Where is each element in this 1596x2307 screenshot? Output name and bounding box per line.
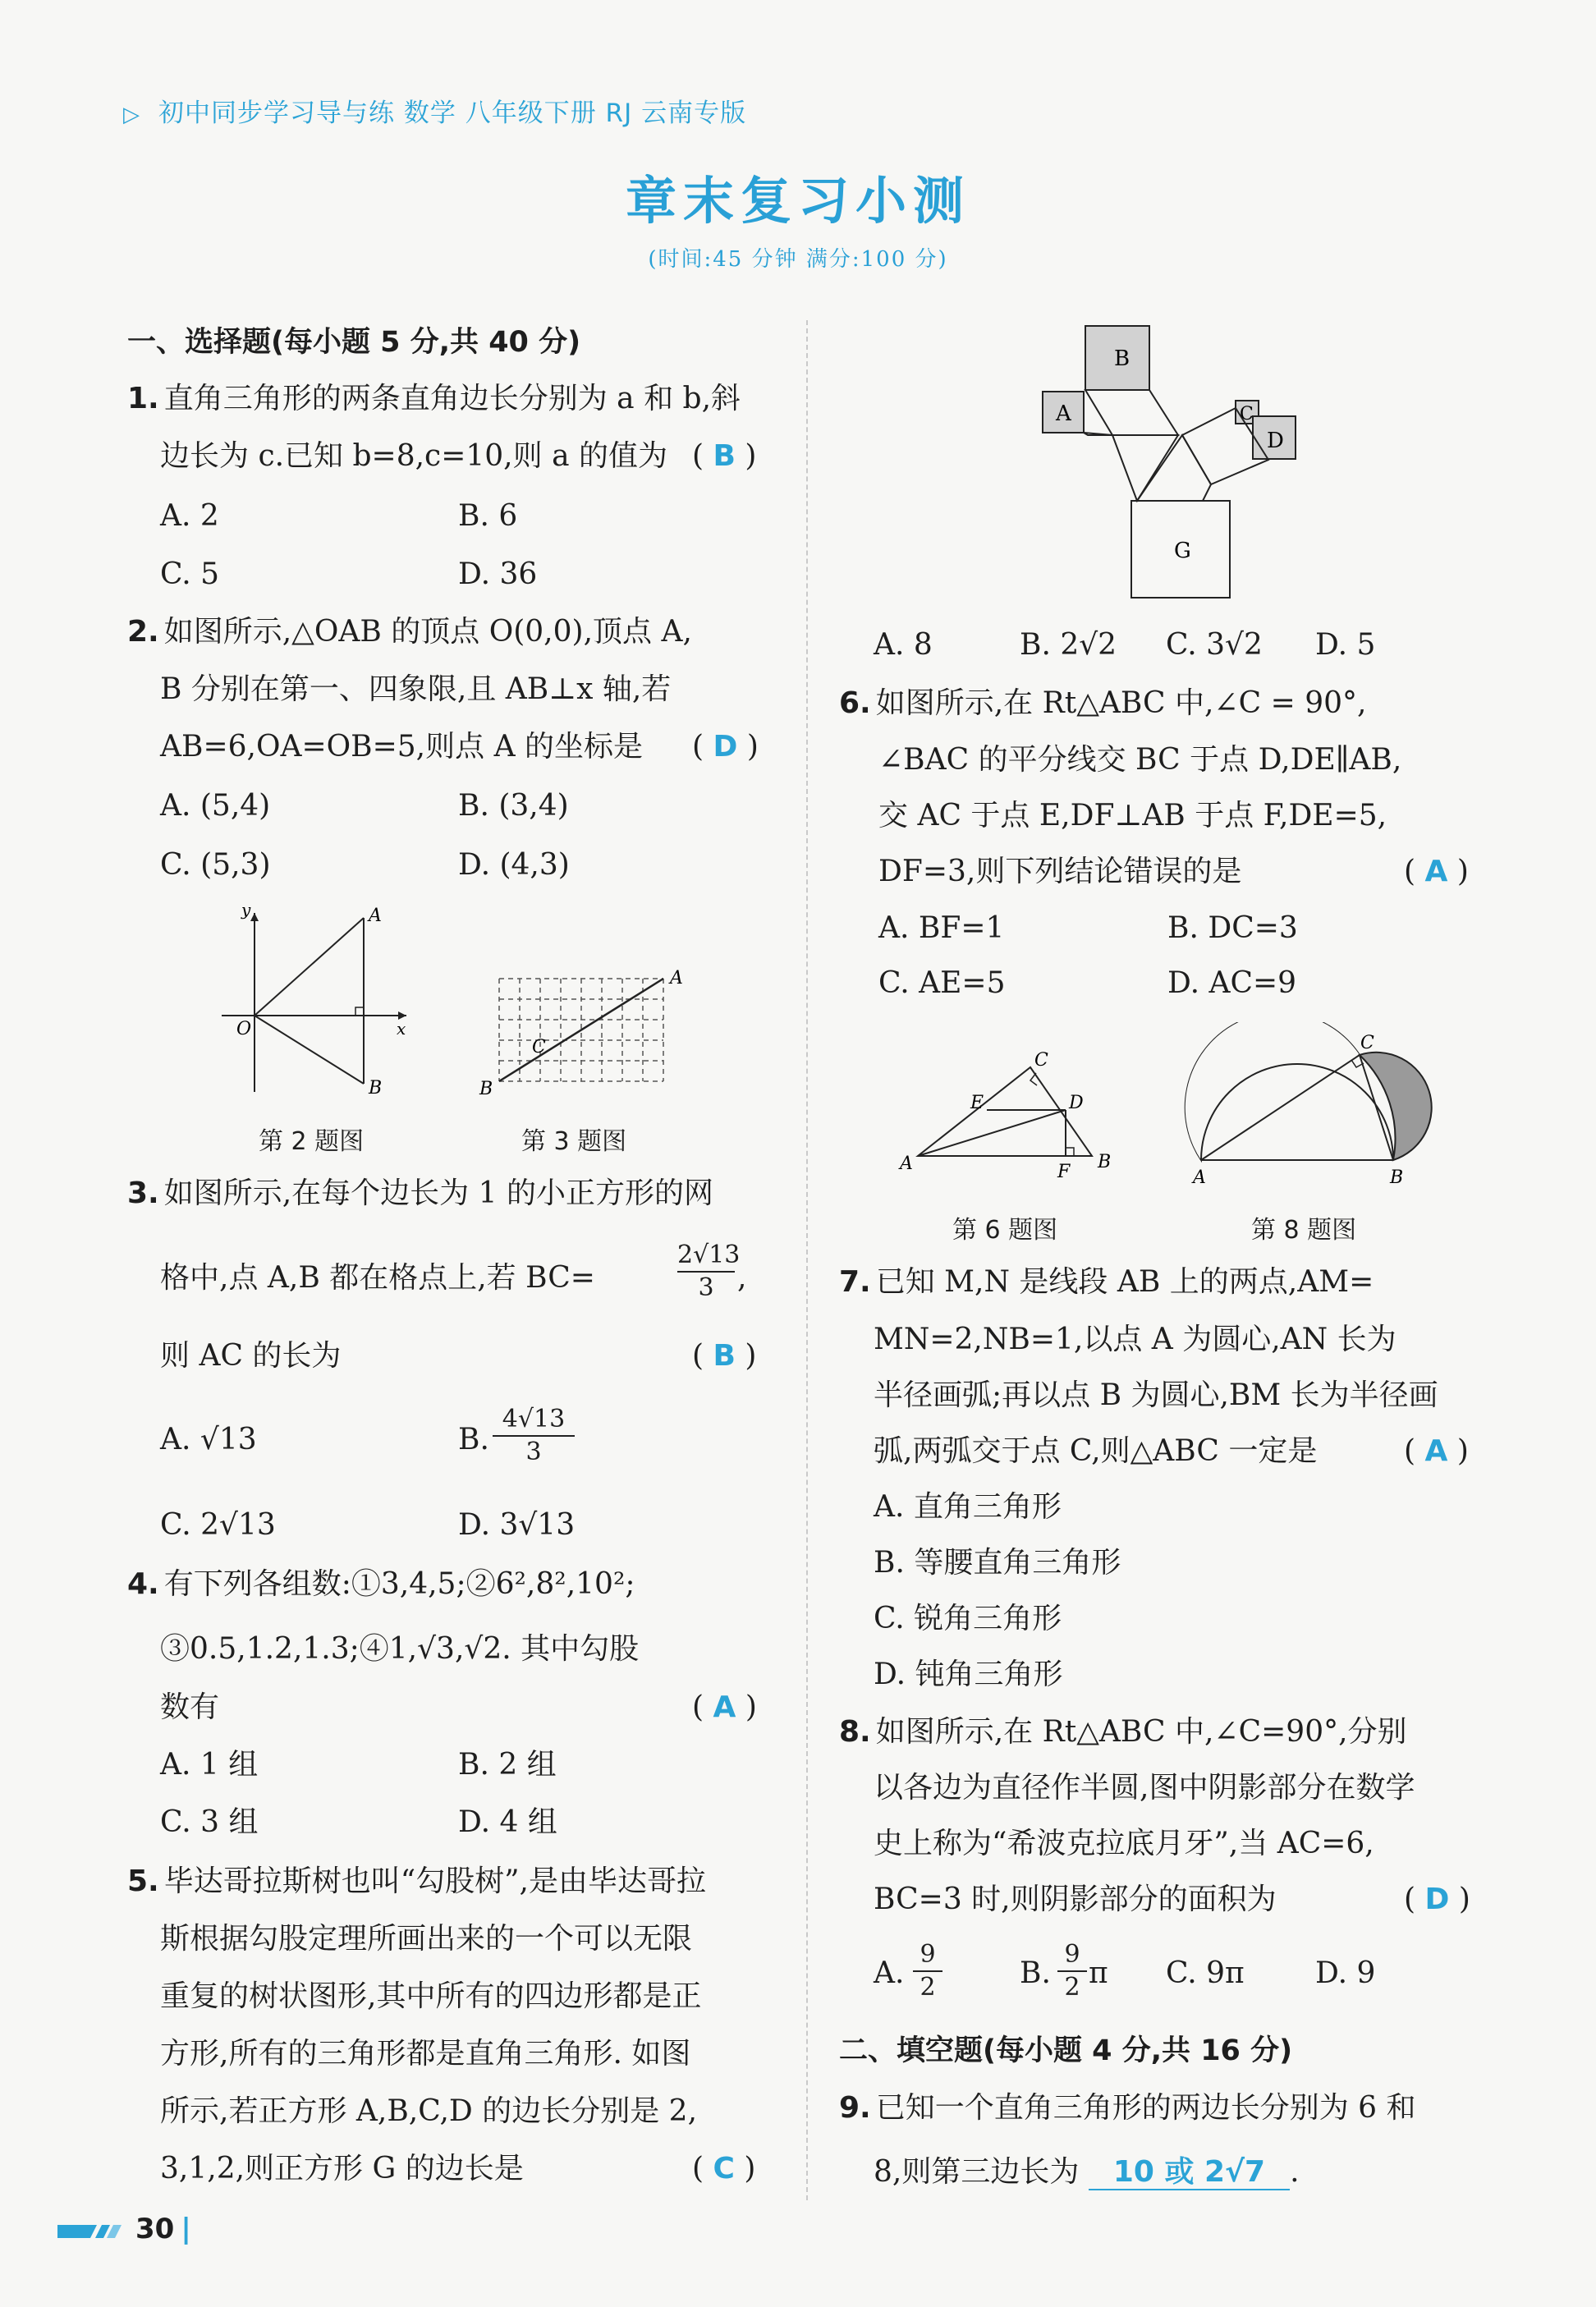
q1-line1 bbox=[127, 381, 741, 417]
q7-answer: ( A ) bbox=[1404, 1434, 1469, 1468]
page-number bbox=[135, 2213, 191, 2245]
q3-line2: 格中,点 A,B 都在格点上,若 BC= bbox=[160, 1261, 595, 1295]
section2-heading: 二、填空题(每小题 4 分,共 16 分) bbox=[839, 2034, 1293, 2067]
q8-option-b-fraction bbox=[1057, 1939, 1087, 2003]
square-e bbox=[1085, 390, 1178, 435]
label-c: C bbox=[532, 1037, 546, 1057]
label-a: A bbox=[900, 1154, 913, 1174]
q6-option-b: B. DC=3 bbox=[1167, 911, 1298, 945]
section1-heading: 一、选择题(每小题 5 分,共 40 分) bbox=[127, 326, 581, 359]
q4-line2: ③0.5,1.2,1.3;④1,√3,√2. 其中勾股 bbox=[160, 1632, 640, 1666]
q3-fraction bbox=[677, 1240, 741, 1304]
q3-line1 bbox=[127, 1176, 713, 1212]
q9-text2: 8,则第三边长为 bbox=[874, 2155, 1080, 2189]
q9-line1 bbox=[839, 2090, 1416, 2126]
figure-8-caption: 第 8 题图 bbox=[1251, 1216, 1357, 1245]
label-a: A bbox=[670, 968, 683, 988]
bisector-ad bbox=[918, 1110, 1066, 1156]
q2-answer: ( D ) bbox=[692, 730, 759, 764]
label-b: B bbox=[1390, 1167, 1404, 1188]
q6-option-a: A. BF=1 bbox=[878, 911, 1005, 945]
figure-8 bbox=[1178, 1022, 1441, 1195]
q3-answer: ( B ) bbox=[692, 1339, 757, 1373]
q9-text1: 已知一个直角三角形的两边长分别为 6 和 bbox=[875, 2091, 1416, 2125]
q4-line3: 数有 bbox=[160, 1690, 220, 1724]
q9-answer-blank: 10 或 2√7 bbox=[1089, 2155, 1290, 2190]
q7-line4: 弧,两弧交于点 C,则△ABC 一定是 bbox=[874, 1434, 1318, 1468]
page-title: 章末复习小测 bbox=[625, 171, 970, 231]
lune-right bbox=[1360, 1053, 1432, 1160]
q5-option-d: D. 5 bbox=[1315, 628, 1376, 662]
breadcrumb bbox=[123, 92, 746, 129]
page-number-bar: | bbox=[181, 2213, 191, 2245]
label-d: D bbox=[1267, 429, 1284, 453]
label-b: B bbox=[479, 1079, 493, 1099]
label-b: B bbox=[369, 1078, 383, 1098]
q6-line3: 交 AC 于点 E,DF⊥AB 于点 F,DE=5, bbox=[878, 799, 1387, 832]
q8-option-a-fraction bbox=[913, 1939, 942, 2003]
label-x: x bbox=[397, 1019, 406, 1039]
q9-end: . bbox=[1290, 2155, 1300, 2189]
q3-frac-num: 2√13 bbox=[677, 1240, 735, 1273]
lune-left-cut bbox=[1186, 1022, 1360, 1168]
label-f: F bbox=[1057, 1162, 1071, 1182]
q8-option-b-pi: π bbox=[1089, 1956, 1108, 1990]
triangle-top bbox=[1112, 435, 1178, 501]
q4-answer: ( A ) bbox=[692, 1690, 757, 1724]
q7-option-d: D. 钝角三角形 bbox=[874, 1658, 1063, 1691]
q1-text1: 直角三角形的两条直角边长分别为 a 和 b,斜 bbox=[163, 382, 741, 415]
figure-3 bbox=[475, 961, 696, 1100]
q2-line2: B 分别在第一、四象限,且 AB⊥x 轴,若 bbox=[160, 672, 672, 706]
q7-line1 bbox=[839, 1264, 1374, 1300]
q8-line3: 史上称为“希波克拉底月牙”,当 AC=6, bbox=[874, 1827, 1374, 1860]
page-number-text: 30 bbox=[135, 2213, 175, 2245]
q4-option-d: D. 4 组 bbox=[458, 1805, 557, 1839]
q3-option-c: C. 2√13 bbox=[160, 1508, 276, 1542]
q5-option-a: A. 8 bbox=[874, 628, 933, 662]
q8-line1 bbox=[839, 1714, 1407, 1750]
q2-option-a: A. (5,4) bbox=[160, 789, 271, 823]
q4-text1: 有下列各组数:①3,4,5;②6²,8²,10²; bbox=[163, 1567, 635, 1601]
q8-option-b-label: B. bbox=[1020, 1956, 1051, 1990]
q2-text1: 如图所示,△OAB 的顶点 O(0,0),顶点 A, bbox=[163, 615, 692, 649]
footer-stripe-icon bbox=[57, 2222, 123, 2240]
q1-option-a: A. 2 bbox=[160, 499, 219, 533]
q7-text1: 已知 M,N 是线段 AB 上的两点,AM= bbox=[875, 1265, 1374, 1299]
q8-text1: 如图所示,在 Rt△ABC 中,∠C=90°,分别 bbox=[875, 1715, 1407, 1749]
label-e: E bbox=[970, 1093, 984, 1113]
q3-frac-den: 3 bbox=[698, 1273, 714, 1302]
q2-option-d: D. (4,3) bbox=[458, 848, 570, 882]
right-angle-mark bbox=[355, 1007, 364, 1016]
label-c: C bbox=[1240, 404, 1254, 424]
q2-line1 bbox=[127, 614, 692, 650]
q5-line4: 方形,所有的三角形都是直角三角形. 如图 bbox=[160, 2037, 691, 2071]
q8-option-d: D. 9 bbox=[1315, 1956, 1376, 1990]
q6-option-d: D. AC=9 bbox=[1167, 966, 1297, 1000]
q1-line2: 边长为 c.已知 b=8,c=10,则 a 的值为 bbox=[160, 439, 667, 473]
figure-2 bbox=[213, 903, 419, 1100]
q6-option-c: C. AE=5 bbox=[878, 966, 1006, 1000]
q6-line1 bbox=[839, 686, 1366, 722]
label-b: B bbox=[1114, 346, 1130, 371]
q5-line1 bbox=[127, 1864, 706, 1900]
q6-text1: 如图所示,在 Rt△ABC 中,∠C = 90°, bbox=[875, 686, 1367, 720]
column-divider bbox=[806, 320, 808, 2200]
q3-option-d: D. 3√13 bbox=[458, 1508, 576, 1542]
q2-option-b: B. (3,4) bbox=[458, 789, 569, 823]
q8-option-a-den: 2 bbox=[920, 1973, 936, 2002]
label-d: D bbox=[1069, 1093, 1084, 1113]
label-a: A bbox=[369, 906, 382, 926]
q8-option-a-label: A. bbox=[874, 1956, 905, 1990]
q9-number: 9. bbox=[839, 2091, 871, 2125]
q2-number: 2. bbox=[127, 615, 159, 649]
figure-6 bbox=[895, 1043, 1141, 1186]
q5-line2: 斯根据勾股定理所画出来的一个可以无限 bbox=[160, 1922, 693, 1956]
label-c: C bbox=[1034, 1050, 1048, 1071]
q4-line1 bbox=[127, 1566, 635, 1603]
figure-6-caption: 第 6 题图 bbox=[952, 1216, 1058, 1245]
q1-number: 1. bbox=[127, 382, 159, 415]
q4-option-c: C. 3 组 bbox=[160, 1805, 259, 1839]
q3-text1: 如图所示,在每个边长为 1 的小正方形的网 bbox=[163, 1176, 713, 1210]
q3-comma: , bbox=[737, 1261, 747, 1295]
y-axis-arrow bbox=[250, 913, 259, 921]
segment-oa bbox=[255, 918, 364, 1016]
right-angle-f bbox=[1066, 1148, 1074, 1156]
page-subtitle: (时间:45 分钟 满分:100 分) bbox=[648, 247, 948, 272]
label-b: B bbox=[1098, 1152, 1112, 1172]
segment-ob bbox=[255, 1016, 364, 1084]
q4-option-a: A. 1 组 bbox=[160, 1748, 259, 1782]
q5-line6: 3,1,2,则正方形 G 的边长是 bbox=[160, 2152, 524, 2185]
q5-option-c: C. 3√2 bbox=[1166, 628, 1263, 662]
q8-line4: BC=3 时,则阴影部分的面积为 bbox=[874, 1883, 1277, 1916]
q8-option-a-num: 9 bbox=[913, 1939, 942, 1972]
play-triangle-icon: ▷ bbox=[123, 103, 140, 127]
segment-ab bbox=[499, 979, 663, 1081]
q3-option-b-den: 3 bbox=[525, 1438, 542, 1466]
q7-option-b: B. 等腰直角三角形 bbox=[874, 1546, 1121, 1580]
q6-answer: ( A ) bbox=[1404, 855, 1469, 888]
q9-line2 bbox=[874, 2154, 1300, 2190]
q7-option-c: C. 锐角三角形 bbox=[874, 1602, 1062, 1635]
q8-number: 8. bbox=[839, 1715, 871, 1749]
figure-3-caption: 第 3 题图 bbox=[521, 1127, 627, 1156]
q5-answer: ( C ) bbox=[692, 2152, 756, 2185]
q5-line3: 重复的树状图形,其中所有的四边形都是正 bbox=[160, 1979, 702, 2013]
label-a: A bbox=[1056, 401, 1071, 426]
q7-line2: MN=2,NB=1,以点 A 为圆心,AN 长为 bbox=[874, 1323, 1396, 1356]
breadcrumb-text: 初中同步学习导与练 数学 八年级下册 RJ 云南专版 bbox=[158, 99, 747, 128]
q5-line5: 所示,若正方形 A,B,C,D 的边长分别是 2, bbox=[160, 2094, 698, 2128]
q7-line3: 半径画弧;再以点 B 为圆心,BM 长为半径画 bbox=[874, 1378, 1438, 1412]
q6-line2: ∠BAC 的平分线交 BC 于点 D,DE∥AB, bbox=[878, 743, 1402, 777]
figure-2-caption: 第 2 题图 bbox=[259, 1127, 365, 1156]
q5-option-b: B. 2√2 bbox=[1020, 628, 1117, 662]
q8-option-b-den: 2 bbox=[1064, 1973, 1080, 2002]
triangle-left bbox=[1084, 433, 1112, 435]
q3-option-b-fraction bbox=[493, 1404, 575, 1468]
q1-option-d: D. 36 bbox=[458, 557, 538, 591]
label-g: G bbox=[1174, 539, 1191, 563]
q3-option-b-label: B. bbox=[458, 1423, 489, 1456]
q5-number: 5. bbox=[127, 1864, 159, 1898]
q2-line3: AB=6,OA=OB=5,则点 A 的坐标是 bbox=[160, 730, 644, 764]
label-a: A bbox=[1193, 1167, 1206, 1188]
q4-number: 4. bbox=[127, 1567, 159, 1601]
label-c: C bbox=[1360, 1033, 1374, 1053]
q5-text1: 毕达哥拉斯树也叫“勾股树”,是由毕达哥拉 bbox=[163, 1864, 706, 1898]
q3-line3: 则 AC 的长为 bbox=[160, 1339, 342, 1373]
q1-answer: ( B ) bbox=[692, 439, 757, 473]
triangle-right bbox=[1137, 435, 1211, 501]
q3-number: 3. bbox=[127, 1176, 159, 1210]
q4-option-b: B. 2 组 bbox=[458, 1748, 557, 1782]
figure-5 bbox=[1034, 316, 1330, 603]
q3-option-a: A. √13 bbox=[160, 1423, 257, 1456]
label-y: y bbox=[241, 903, 251, 920]
q6-line4: DF=3,则下列结论错误的是 bbox=[878, 855, 1242, 888]
q7-option-a: A. 直角三角形 bbox=[874, 1490, 1062, 1524]
q8-line2: 以各边为直径作半圆,图中阴影部分在数学 bbox=[874, 1771, 1415, 1805]
label-o: O bbox=[236, 1019, 252, 1039]
q1-option-c: C. 5 bbox=[160, 557, 220, 591]
q8-option-c: C. 9π bbox=[1166, 1956, 1245, 1990]
q3-option-b-num: 4√13 bbox=[493, 1404, 575, 1437]
q2-option-c: C. (5,3) bbox=[160, 848, 271, 882]
q8-answer: ( D ) bbox=[1404, 1883, 1470, 1916]
q6-number: 6. bbox=[839, 686, 871, 720]
q7-number: 7. bbox=[839, 1265, 871, 1299]
q1-option-b: B. 6 bbox=[458, 499, 518, 533]
q8-option-b-num: 9 bbox=[1057, 1939, 1087, 1972]
